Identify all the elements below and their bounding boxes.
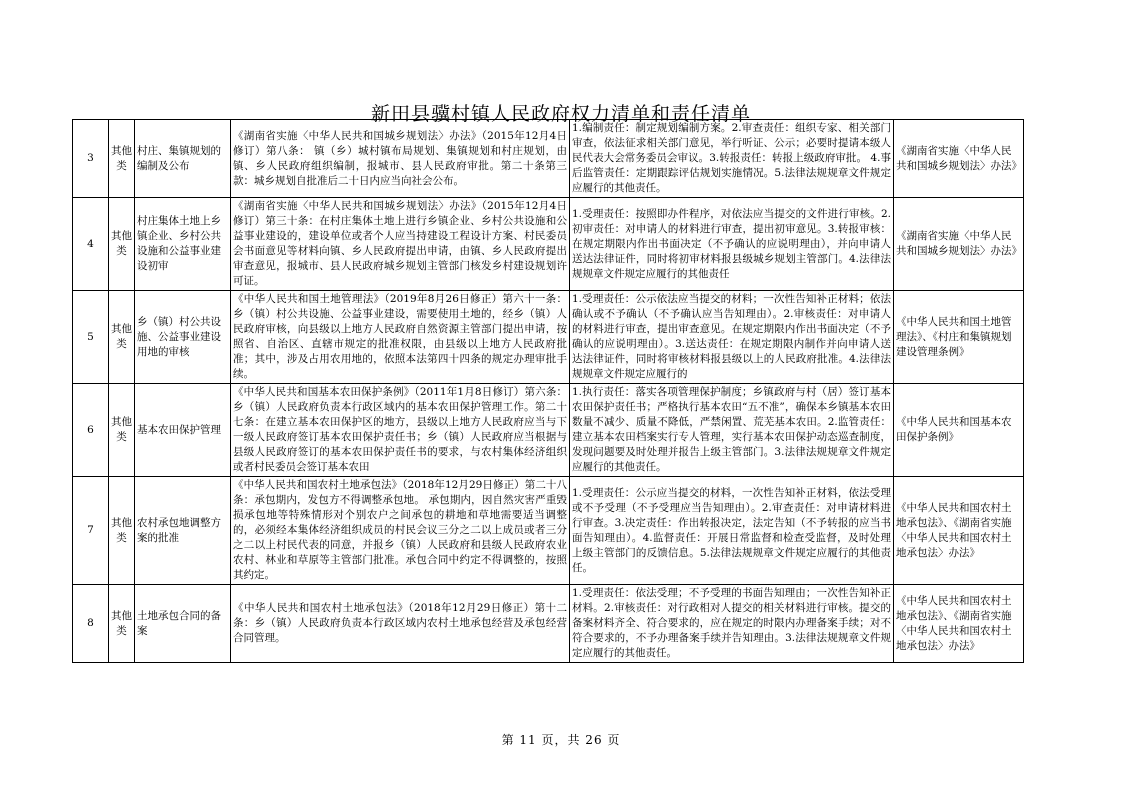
table-row xyxy=(73,384,1024,477)
row-number: 7 xyxy=(73,477,109,585)
row-responsibility: 1.受理责任：公示应当提交的材料，一次性告知补正材料，依法受理或不予受理（不予受理应当告知理由）。2.审查责任：对申请材料进行审查。3.决定责任：作出转报决定，法定告知（不予转报的应当书面告知理由）。4.监督责任：开展日常监督和检查受监督，及时处理上级主管部门的反馈信息。5.法律法规规章文件规定应履行的其他责任。 xyxy=(570,477,894,585)
row-legal-basis: 《中华人民共和国基本农田保护条例》（2011年1月8日修订）第六条：乡（镇）人民政府负责本行政区域内的基本农田保护管理工作。第二十七条：在建立基本农田保护区的地方，县级以上地方人民政府应当与下一级人民政府签订基本农田保护责任书；乡（镇）人民政府应当根据与县级人民政府签订的基本农田保护责任书的要求，与农村集体经济组织或者村民委员会签订基本农田 xyxy=(231,384,570,477)
table-row xyxy=(73,291,1024,384)
row-law-reference: 《湖南省实施〈中华人民共和国城乡规划法〉办法》 xyxy=(894,198,1024,291)
table-row xyxy=(73,585,1024,663)
power-list-table xyxy=(72,119,1024,663)
row-legal-basis: 《中华人民共和国农村土地承包法》（2018年12月29日修正）第十二条：乡（镇）人民政府负责本行政区域内农村土地承包经营及承包经营合同管理。 xyxy=(231,585,570,663)
row-number: 5 xyxy=(73,291,109,384)
table-row xyxy=(73,120,1024,198)
row-number: 3 xyxy=(73,120,109,198)
row-legal-basis: 《湖南省实施〈中华人民共和国城乡规划法〉办法》（2015年12月4日修订）第八条： 镇（乡）城村镇布局规划、集镇规划和村庄规划，由镇、乡人民政府组织编制，报城市、县人民政府审批。第二十条第三款：城乡规划自批准后二十日内应当向社会公布。 xyxy=(231,120,570,198)
row-law-reference: 《中华人民共和国基本农田保护条例》 xyxy=(894,384,1024,477)
row-item-name: 土地承包合同的备案 xyxy=(135,585,231,663)
row-number: 8 xyxy=(73,585,109,663)
page-title: 新田县骥村镇人民政府权力清单和责任清单 xyxy=(370,103,751,125)
row-legal-basis: 《中华人民共和国农村土地承包法》（2018年12月29日修正）第二十八条：承包期内，发包方不得调整承包地。 承包期内，因自然灾害严重毁损承包地等特殊情形对个别农户之间承包的耕地和草地需要适当调整的，必须经本集体经济组织成员的村民会议三分之二以上成员或者三分之二以上村民代表的同意，并报乡（镇）人民政府和县级人民政府农业农村、林业和草原等主管部门批准。承包合同中约定不得调整的，按照其约定。 xyxy=(231,477,570,585)
row-category: 其他类 xyxy=(109,384,135,477)
page-number: 第 11 页，共 26 页 xyxy=(501,733,621,747)
row-law-reference: 《中华人民共和国土地管理法》、《村庄和集镇规划建设管理条例》 xyxy=(894,291,1024,384)
row-responsibility: 1.受理责任：依法受理；不予受理的书面告知理由；一次性告知补正材料。2.审核责任：对行政相对人提交的相关材料进行审核。提交的备案材料齐全、符合要求的，应在规定的时限内办理备案手续；对不符合要求的，不予办理备案手续并告知理由。3.法律法规规章文件规定应履行的其他责任。 xyxy=(570,585,894,663)
row-responsibility: 1.执行责任：落实各项管理保护制度；乡镇政府与村（居）签订基本农田保护责任书；严格执行基本农田“五不准”，确保本乡镇基本农田数量不减少、质量不降低，严禁闲置、荒芜基本农田。2.监管责任：建立基本农田档案实行专人管理，实行基本农田保护动态巡查制度，发现问题要及时处理并报告上级主管部门。3.法律法规规章文件规定应履行的其他责任。 xyxy=(570,384,894,477)
row-responsibility: 1.编制责任：制定规划编制方案。2.审查责任：组织专家、相关部门审查，依法征求相关部门意见，举行听证、公示；必要时提请本级人民代表大会常务委员会审议。3.转报责任：转报上级政府审批。 4.事后监管责任：定期跟踪评估规划实施情况。5.法律法规规章文件规定应履行的其他责任。 xyxy=(570,120,894,198)
row-item-name: 基本农田保护管理 xyxy=(135,384,231,477)
row-law-reference: 《中华人民共和国农村土地承包法》、《湖南省实施〈中华人民共和国农村土地承包法〉办法》 xyxy=(894,477,1024,585)
row-item-name: 农村承包地调整方案的批准 xyxy=(135,477,231,585)
row-law-reference: 《中华人民共和国农村土地承包法》、《湖南省实施〈中华人民共和国农村土地承包法〉办法》 xyxy=(894,585,1024,663)
row-law-reference: 《湖南省实施〈中华人民共和国城乡规划法〉办法》 xyxy=(894,120,1024,198)
table-row xyxy=(73,477,1024,585)
table-row xyxy=(73,198,1024,291)
row-item-name: 村庄集体土地上乡镇企业、乡村公共设施和公益事业建设初审 xyxy=(135,198,231,291)
row-category: 其他类 xyxy=(109,120,135,198)
row-category: 其他类 xyxy=(109,291,135,384)
row-category: 其他类 xyxy=(109,477,135,585)
row-item-name: 乡（镇）村公共设施、公益事业建设用地的审核 xyxy=(135,291,231,384)
row-legal-basis: 《中华人民共和国土地管理法》（2019年8月26日修正）第六十一条：乡（镇）村公共设施、公益事业建设，需要使用土地的，经乡（镇）人民政府审核，向县级以上地方人民政府自然资源主管部门提出申请，按照省、自治区、直辖市规定的批准权限，由县级以上地方人民政府批准；其中，涉及占用农用地的，依照本法第四十四条的规定办理审批手续。 xyxy=(231,291,570,384)
row-number: 6 xyxy=(73,384,109,477)
row-category: 其他类 xyxy=(109,198,135,291)
row-responsibility: 1.受理责任：公示依法应当提交的材料；一次性告知补正材料；依法确认或不予确认（不予确认应当告知理由）。2.审核责任：对申请人的材料进行审查，提出审查意见。在规定期限内作出书面决定（不予确认的应说明理由）。3.送达责任：在规定期限内制作并向申请人送达法律证件，同时将审核材料报县级以上的人民政府批准。4.法律法规规章文件规定应履行的 xyxy=(570,291,894,384)
row-responsibility: 1.受理责任：按照即办件程序，对依法应当提交的文件进行审核。2.初审责任：对申请人的材料进行审查，提出初审意见。3.转报审核：在规定期限内作出书面决定（不予确认的应说明理由），并向申请人送达法律证件，同时将初审材料报县级城乡规划主管部门。4.法律法规规章文件规定应履行的其他责任 xyxy=(570,198,894,291)
row-number: 4 xyxy=(73,198,109,291)
row-item-name: 村庄、集镇规划的编制及公布 xyxy=(135,120,231,198)
row-category: 其他类 xyxy=(109,585,135,663)
row-legal-basis: 《湖南省实施〈中华人民共和国城乡规划法〉办法》（2015年12月4日修订）第三十条：在村庄集体土地上进行乡镇企业、乡村公共设施和公益事业建设的，建设单位或者个人应当持建设工程设计方案、村民委员会书面意见等材料向镇、乡人民政府提出申请，由镇、乡人民政府提出审查意见，报城市、县人民政府城乡规划主管部门核发乡村建设规划许可证。 xyxy=(231,198,570,291)
